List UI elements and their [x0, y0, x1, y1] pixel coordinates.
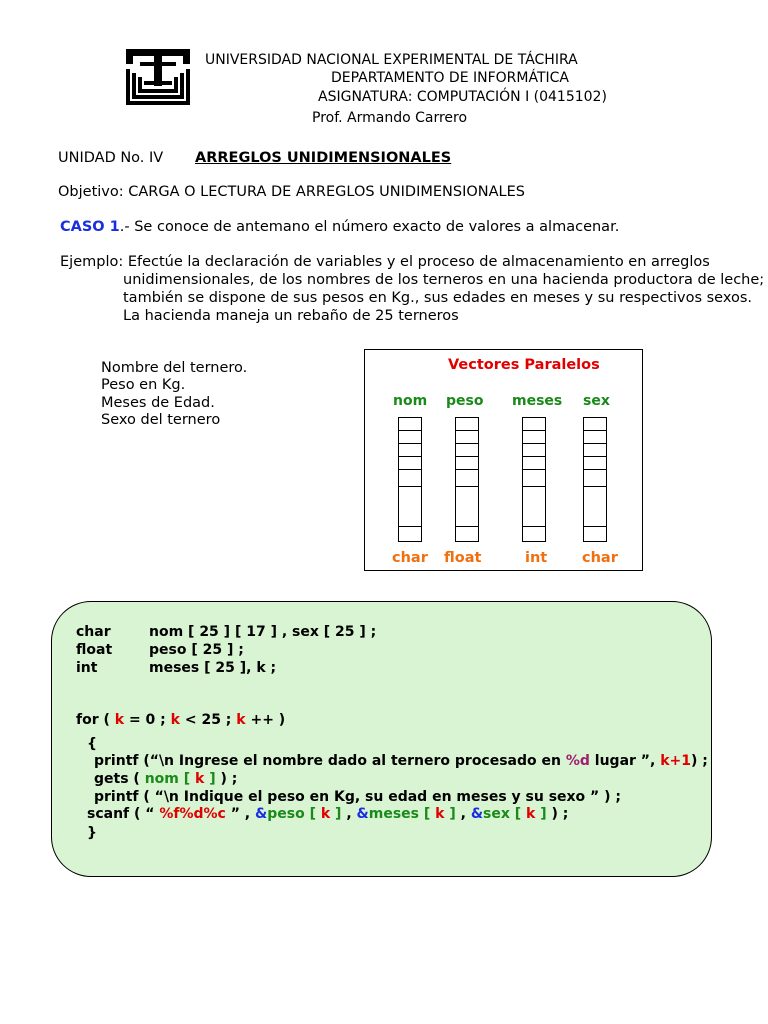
- code-declaration: nom [ 25 ] [ 17 ] , sex [ 25 ] ;: [149, 624, 377, 640]
- code-array-bracket: ]: [444, 806, 456, 822]
- code-token: = 0 ;: [124, 712, 171, 728]
- code-array-sex: sex [: [483, 806, 527, 822]
- example-line-3: también se dispone de sus pesos en Kg., sus edades en meses y su respectivos sexos.: [123, 290, 753, 306]
- code-variable-k: k+1: [660, 753, 691, 769]
- code-token: for (: [76, 712, 115, 728]
- vector-nom: [398, 417, 422, 542]
- field-item: Peso en Kg.: [101, 377, 186, 393]
- code-token: ,: [455, 806, 471, 822]
- unit-title: ARREGLOS UNIDIMENSIONALES: [195, 150, 452, 166]
- code-keyword: char: [76, 624, 111, 640]
- code-array-bracket: ]: [535, 806, 547, 822]
- example-line-1: Ejemplo: Efectúe la declaración de variables y el proceso de almacenamiento en arreglos: [60, 254, 710, 270]
- example-line-2: unidimensionales, de los nombres de los terneros en una hacienda productora de leche;: [123, 272, 765, 288]
- university-name: UNIVERSIDAD NACIONAL EXPERIMENTAL DE TÁCHIRA: [205, 52, 578, 68]
- code-array-bracket: ]: [330, 806, 342, 822]
- code-variable-k: k: [236, 712, 246, 728]
- vector-type: char: [582, 550, 618, 566]
- code-for-line: [76, 712, 285, 728]
- vector-type: char: [392, 550, 428, 566]
- vector-name: sex: [583, 393, 610, 409]
- code-array-peso: peso [: [267, 806, 321, 822]
- vector-sex: [583, 417, 607, 542]
- code-token: lugar ”,: [589, 753, 661, 769]
- professor-name: Prof. Armando Carrero: [312, 110, 468, 126]
- vector-meses: [522, 417, 546, 542]
- code-token: ) ;: [691, 753, 708, 769]
- objective: Objetivo: CARGA O LECTURA DE ARREGLOS UNIDIMENSIONALES: [58, 184, 525, 200]
- code-scanf: [87, 806, 568, 822]
- code-token: gets (: [94, 771, 145, 787]
- code-ampersand: &: [255, 806, 268, 822]
- code-printf-2: printf ( “\n Indique el peso en Kg, su edad en meses y su sexo ” ) ;: [94, 789, 621, 805]
- code-ampersand: &: [470, 806, 484, 822]
- diagram-title: Vectores Paralelos: [448, 357, 600, 373]
- field-item: Nombre del ternero.: [101, 360, 248, 376]
- vector-type: int: [525, 550, 548, 566]
- department-name: DEPARTAMENTO DE INFORMÁTICA: [331, 70, 569, 86]
- code-variable-k: k: [526, 806, 536, 822]
- field-item: Meses de Edad.: [101, 395, 215, 411]
- code-declaration: meses [ 25 ], k ;: [149, 660, 277, 676]
- unit-label: UNIDAD No. IV: [58, 150, 164, 166]
- code-variable-k: k: [435, 806, 445, 822]
- example-line-4: La hacienda maneja un rebaño de 25 terneros: [123, 308, 459, 324]
- code-token: ) ;: [546, 806, 569, 822]
- code-token: scanf ( “: [87, 806, 160, 822]
- vector-peso: [455, 417, 479, 542]
- code-variable-k: k: [170, 712, 180, 728]
- code-token: ,: [341, 806, 357, 822]
- code-declaration: peso [ 25 ] ;: [149, 642, 244, 658]
- case-label: CASO 1: [60, 219, 120, 235]
- code-token: ++ ): [245, 712, 286, 728]
- code-gets: [94, 771, 237, 787]
- code-printf-1: [94, 753, 708, 769]
- vector-name: peso: [446, 393, 484, 409]
- code-open-brace: {: [87, 736, 97, 752]
- code-token: ” ,: [225, 806, 256, 822]
- code-token: < 25 ;: [179, 712, 237, 728]
- code-close-brace: }: [87, 825, 97, 841]
- code-variable-k: k: [195, 771, 205, 787]
- code-array-nom: nom [: [144, 771, 196, 787]
- subject-name: ASIGNATURA: COMPUTACIÓN I (0415102): [318, 89, 607, 105]
- code-variable-k: k: [320, 806, 331, 822]
- university-logo: [126, 49, 190, 105]
- code-keyword: float: [76, 642, 113, 658]
- code-format: %d: [565, 753, 590, 769]
- field-item: Sexo del ternero: [101, 412, 221, 428]
- code-keyword: int: [76, 660, 98, 676]
- code-token: ) ;: [215, 771, 238, 787]
- code-format: %f%d%c: [159, 806, 226, 822]
- code-variable-k: k: [114, 712, 125, 728]
- vector-type: float: [444, 550, 482, 566]
- case-text: .- Se conoce de antemano el número exacto de valores a almacenar.: [119, 219, 620, 235]
- code-array-bracket: ]: [204, 771, 216, 787]
- vector-name: nom: [393, 393, 428, 409]
- vector-name: meses: [512, 393, 563, 409]
- case-line: [60, 219, 619, 235]
- code-token: printf (“\n Ingrese el nombre dado al ternero procesado en: [94, 753, 566, 769]
- code-ampersand: &: [356, 806, 369, 822]
- code-array-meses: meses [: [368, 806, 436, 822]
